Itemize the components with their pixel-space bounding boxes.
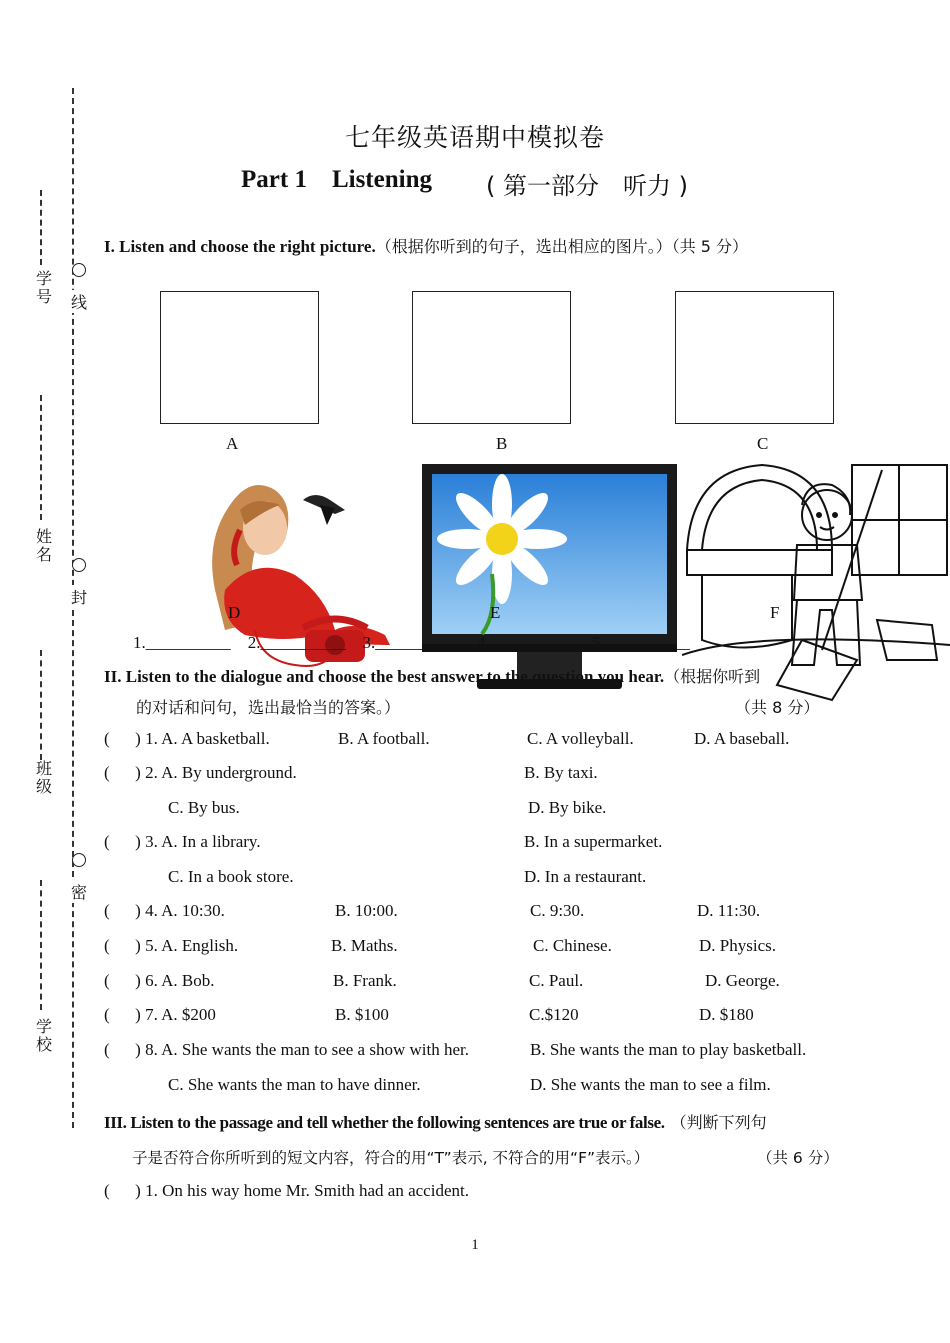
q3-option-d: D. In a restaurant. bbox=[524, 867, 647, 886]
section-2-points: （共 8 分） bbox=[735, 698, 820, 717]
q2-option-c: C. By bus. bbox=[168, 798, 240, 817]
q1-option-c: C. A volleyball. bbox=[527, 729, 634, 748]
box-label-a: A bbox=[226, 434, 239, 453]
q4-stem: ( ) 4. A. 10:30. bbox=[104, 901, 225, 920]
q1-option-b: B. A football. bbox=[338, 729, 430, 748]
binding-circle bbox=[72, 558, 86, 572]
page-title: 七年级英语期中模拟卷 bbox=[344, 123, 605, 152]
box-label-c: C bbox=[757, 434, 769, 453]
q1-stem: ( ) 1. A. A basketball. bbox=[104, 729, 270, 748]
part-heading-cn: ( 第一部分 听力 ) bbox=[486, 172, 688, 200]
seal-char-line: 线 bbox=[71, 290, 87, 313]
section-3-points: （共 6 分） bbox=[757, 1149, 839, 1167]
field-line-class[interactable] bbox=[40, 650, 42, 760]
q5-option-b: B. Maths. bbox=[331, 936, 398, 955]
seal-char-secret: 密 bbox=[71, 880, 87, 903]
section-1-answer-line[interactable]: 1.__________ 2.__________ 3.__________ 4.__________ 5.__________ bbox=[133, 633, 690, 652]
q5-option-d: D. Physics. bbox=[699, 936, 776, 955]
answer-box-a[interactable] bbox=[160, 291, 319, 424]
section-1-heading bbox=[104, 234, 748, 257]
section-1-heading-en: I. Listen and choose the right picture. bbox=[104, 237, 376, 256]
q3-option-b: B. In a supermarket. bbox=[524, 832, 663, 851]
section-3-heading-cn-2: 子是否符合你所听到的短文内容，符合的用“T”表示, 不符合的用“F”表示。） bbox=[132, 1149, 650, 1167]
q6-option-c: C. Paul. bbox=[529, 971, 584, 990]
q6-stem: ( ) 6. A. Bob. bbox=[104, 971, 215, 990]
section-2-heading-en: II. Listen to the dialogue and choose the best answer to the question you hear. bbox=[104, 667, 665, 686]
q5-stem: ( ) 5. A. English. bbox=[104, 936, 239, 955]
q7-option-b: B. $100 bbox=[335, 1005, 389, 1024]
part-heading-en: Part 1 Listening bbox=[241, 166, 432, 193]
q7-stem: ( ) 7. A. $200 bbox=[104, 1005, 216, 1024]
field-label-student-id: 学号 bbox=[36, 270, 56, 306]
section-1-heading-cn: （根据你听到的句子，选出相应的图片。）（共 5 分） bbox=[375, 237, 749, 256]
section-2-heading bbox=[104, 664, 760, 687]
section-3-heading-cn-1: （判断下列句 bbox=[670, 1113, 767, 1132]
tv-monitor-photo bbox=[422, 464, 677, 694]
section-3-q1: ( ) 1. On his way home Mr. Smith had an accident. bbox=[104, 1181, 469, 1200]
q8-stem: ( ) 8. A. She wants the man to see a show with her. bbox=[104, 1040, 469, 1059]
field-label-name: 姓名 bbox=[36, 528, 56, 564]
q5-option-c: C. Chinese. bbox=[533, 936, 612, 955]
q4-option-c: C. 9:30. bbox=[530, 901, 585, 920]
q4-option-b: B. 10:00. bbox=[335, 901, 398, 920]
section-3-heading-en: III. Listen to the passage and tell whether the following sentences are true or false. bbox=[104, 1113, 665, 1132]
q8-option-b: B. She wants the man to play basketball. bbox=[530, 1040, 807, 1059]
picture-label-f: F bbox=[770, 603, 780, 622]
section-2-heading-cn-1: （根据你听到 bbox=[664, 667, 761, 686]
q7-option-d: D. $180 bbox=[699, 1005, 754, 1024]
field-line-student-id[interactable] bbox=[40, 190, 42, 265]
picture-label-d: D bbox=[228, 603, 241, 622]
binding-dash-line bbox=[72, 88, 74, 1128]
q2-stem: ( ) 2. A. By underground. bbox=[104, 763, 297, 782]
binding-circle bbox=[72, 853, 86, 867]
q8-option-d: D. She wants the man to see a film. bbox=[530, 1075, 771, 1094]
page-number: 1 bbox=[471, 1237, 479, 1253]
picture-label-e: E bbox=[490, 603, 501, 622]
answer-box-c[interactable] bbox=[675, 291, 834, 424]
binding-circle bbox=[72, 263, 86, 277]
section-3-heading bbox=[104, 1110, 767, 1133]
field-label-school: 学校 bbox=[36, 1018, 56, 1054]
q6-option-b: B. Frank. bbox=[333, 971, 397, 990]
box-label-b: B bbox=[496, 434, 508, 453]
q3-stem: ( ) 3. A. In a library. bbox=[104, 832, 261, 851]
q2-option-b: B. By taxi. bbox=[524, 763, 598, 782]
q6-option-d: D. George. bbox=[705, 971, 780, 990]
seal-char-seal: 封 bbox=[71, 585, 87, 608]
q1-option-d: D. A baseball. bbox=[694, 729, 790, 748]
section-2-heading-cn-2: 的对话和问句，选出最恰当的答案。） bbox=[136, 698, 401, 717]
field-label-class: 班级 bbox=[36, 760, 56, 796]
q8-option-c: C. She wants the man to have dinner. bbox=[168, 1075, 421, 1094]
q3-option-c: C. In a book store. bbox=[168, 867, 294, 886]
q4-option-d: D. 11:30. bbox=[697, 901, 761, 920]
field-line-school[interactable] bbox=[40, 880, 42, 1010]
q7-option-c: C.$120 bbox=[529, 1005, 579, 1024]
q2-option-d: D. By bike. bbox=[528, 798, 607, 817]
field-line-name[interactable] bbox=[40, 395, 42, 520]
answer-box-b[interactable] bbox=[412, 291, 571, 424]
